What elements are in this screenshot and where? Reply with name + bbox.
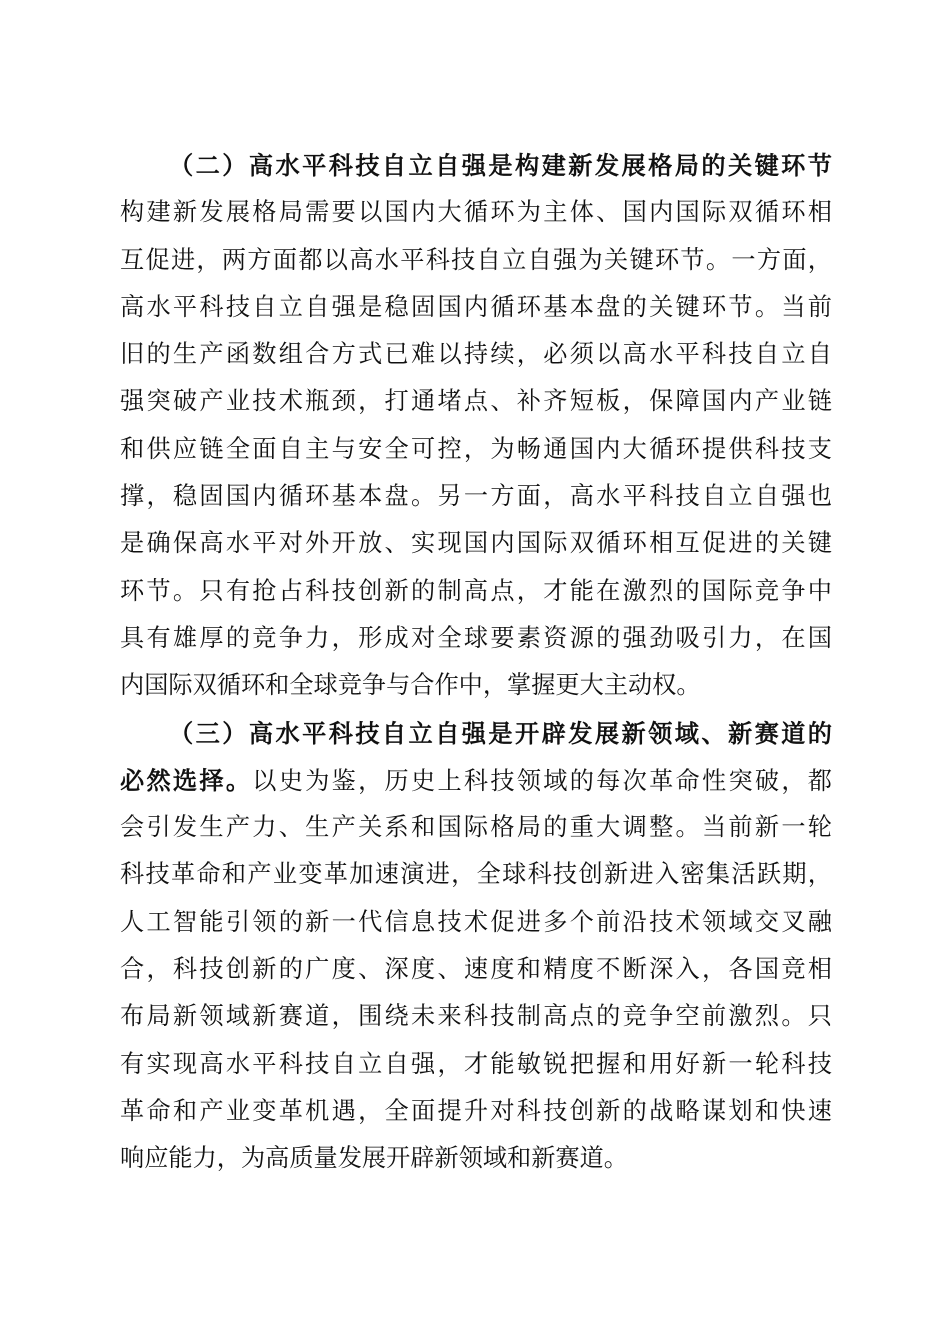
paragraph-line: 科技革命和产业变革加速演进，全球科技创新进入密集活跃期， xyxy=(120,860,832,889)
paragraph-line: 具有雄厚的竞争力，形成对全球要素资源的强劲吸引力，在国 xyxy=(120,623,832,652)
paragraph-line: 人工智能引领的新一代信息技术促进多个前沿技术领域交叉融 xyxy=(120,907,832,936)
paragraph-line-last: 内国际双循环和全球竞争与合作中，掌握更大主动权。 xyxy=(120,671,701,700)
section-3-heading: （三）高水平科技自立自强是开辟发展新领域、新赛道的 xyxy=(169,718,832,748)
paragraph-line: 是确保高水平对外开放、实现国内国际双循环相互促进的关键 xyxy=(120,529,832,558)
section-3-heading-end: 必然选择。 xyxy=(120,765,253,795)
paragraph-line: 强突破产业技术瓶颈，打通堵点、补齐短板，保障国内产业链 xyxy=(120,387,832,416)
paragraph-line: 有实现高水平科技自立自强，才能敏锐把握和用好新一轮科技 xyxy=(120,1049,832,1078)
paragraph-line: 撑，稳固国内循环基本盘。另一方面，高水平科技自立自强也 xyxy=(120,482,832,511)
section-3-heading-continuation xyxy=(120,757,832,804)
paragraph-line: 革命和产业变革机遇，全面提升对科技创新的战略谋划和快速 xyxy=(120,1096,832,1125)
paragraph-line: 构建新发展格局需要以国内大循环为主体、国内国际双循环相 xyxy=(120,198,832,227)
paragraph-line: 互促进，两方面都以高水平科技自立自强为关键环节。一方面， xyxy=(120,245,832,274)
paragraph-line: 旧的生产函数组合方式已难以持续，必须以高水平科技自立自 xyxy=(120,340,832,369)
paragraph-line: 合，科技创新的广度、深度、速度和精度不断深入，各国竞相 xyxy=(120,955,832,984)
paragraph-line: 布局新领域新赛道，围绕未来科技制高点的竞争空前激烈。只 xyxy=(120,1002,832,1031)
document-page xyxy=(120,142,832,1183)
paragraph-line-last: 响应能力，为高质量发展开辟新领域和新赛道。 xyxy=(120,1144,628,1173)
paragraph-line: 高水平科技自立自强是稳固国内循环基本盘的关键环节。当前 xyxy=(120,292,832,321)
paragraph-line: 会引发生产力、生产关系和国际格局的重大调整。当前新一轮 xyxy=(120,813,832,842)
section-2-heading: （二）高水平科技自立自强是构建新发展格局的关键环节 xyxy=(169,151,832,180)
paragraph-line: 环节。只有抢占科技创新的制高点，才能在激烈的国际竞争中 xyxy=(120,576,832,605)
paragraph-text: 以史为鉴，历史上科技领域的每次革命性突破，都 xyxy=(252,766,832,795)
paragraph-line: 和供应链全面自主与安全可控，为畅通国内大循环提供科技支 xyxy=(120,434,832,463)
